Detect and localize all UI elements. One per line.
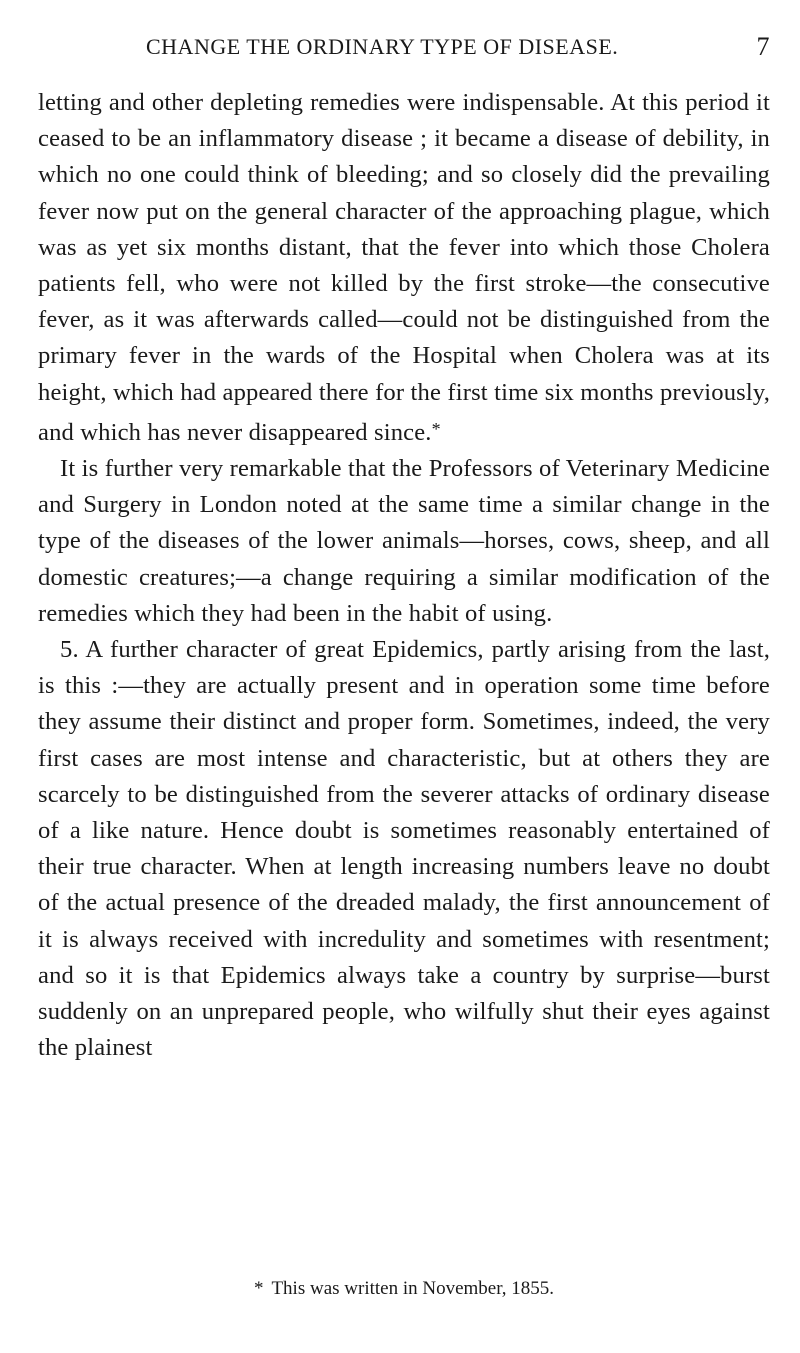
footnote-text: This was written in November, 1855.	[271, 1278, 555, 1299]
book-page	[38, 32, 770, 1299]
paragraph-1-text: letting and other depleting remedies were indispensable. At this period it ceased to be an inflammatory disease ; it became a disease of debility, in which no one could think of bleeding; and so closely did the prevailing fever now put on the general character of the approaching plague, which was as yet six months distant, that the fever into which those Cholera patients fell, who were not killed by the first stroke—the consecutive fever, as it was afterwards called—could not be distinguished from the primary fever in the wards of the Hospital when Cholera was at its height, which had appeared there for the first time six months previously, and which has never disappeared since.	[38, 89, 770, 446]
running-head: CHANGE THE ORDINARY TYPE OF DISEASE.	[146, 34, 619, 59]
footnote-reference: *	[431, 418, 441, 439]
paragraph-3: 5. A further character of great Epidemics, partly arising from the last, is this :—they are actually present and in operation some time before they assume their distinct and proper form. Sometimes, indeed, the very first cases are most intense and characteristic, but at others they are scarcely to be distinguished from the severer attacks of ordinary disease of a like nature. Hence doubt is sometimes reasonably entertained of their true character. When at length increasing numbers leave no doubt of the actual presence of the dreaded malady, the first announcement of it is always received with incredulity and sometimes with resentment; and so it is that Epidemics always take a country by surprise—burst suddenly on an unprepared people, who wilfully shut their eyes against the plainest	[38, 636, 770, 1062]
footnote	[38, 1278, 770, 1300]
footnote-symbol: *	[253, 1278, 264, 1299]
page-number: 7	[756, 32, 770, 61]
page-header	[38, 34, 770, 68]
body-text	[38, 85, 770, 1066]
paragraph-1	[38, 85, 770, 451]
paragraph-2: It is further very remarkable that the Professors of Veterinary Medicine and Surgery in London noted at the same time a similar change in the type of the diseases of the lower animals—horses, cows, sheep, and all domestic creatures;—a change requiring a similar modification of the remedies which they had been in the habit of using.	[38, 455, 770, 627]
